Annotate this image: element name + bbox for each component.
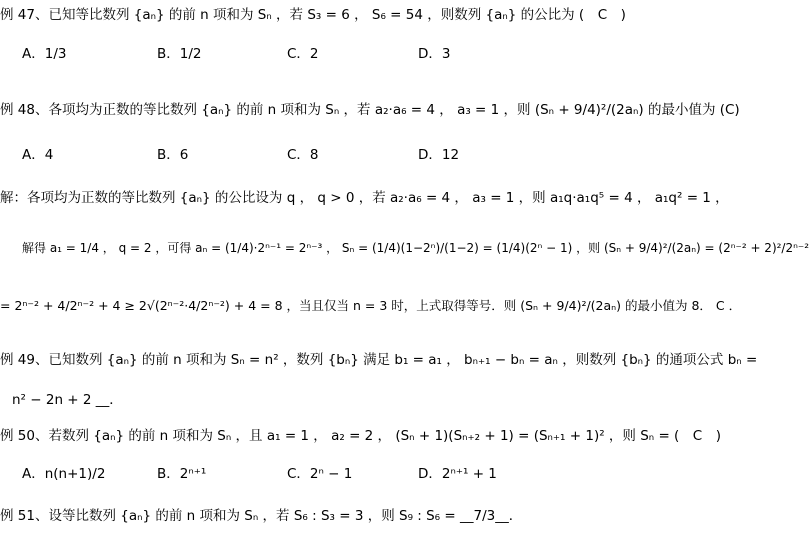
q48-option-b: B．6 — [157, 147, 189, 163]
q47-option-b: B．1/2 — [157, 46, 202, 62]
q47-option-d: D．3 — [418, 46, 451, 62]
solution-line-3: = 2ⁿ⁻² + 4/2ⁿ⁻² + 4 ≥ 2√(2ⁿ⁻²·4/2ⁿ⁻²) + 4 = 8 ，当且仅当 n = 3 时，上式取得等号．则 (Sₙ + 9/4)²/(2aₙ) 的最小值为 8． C ． — [0, 298, 742, 313]
q47-option-c: C．2 — [287, 46, 319, 62]
q48-option-a: A．4 — [22, 147, 54, 163]
solution-line-2: 解得 a₁ = 1/4 ， q = 2 ，可得 aₙ = (1/4)·2ⁿ⁻¹ = 2ⁿ⁻³ ， Sₙ = (1/4)(1−2ⁿ)/(1−2) = (1/4)(2ⁿ − 1) ，则 (Sₙ + 9/4)²/(2aₙ) = (2ⁿ⁻² + 2)²/2ⁿ⁻² — [22, 241, 809, 255]
q51-stem: 例 51、设等比数列 {aₙ} 的前 n 项和为 Sₙ ，若 S₆ : S₃ = 3 ，则 S₉ : S₆ = __7/3__． — [0, 508, 523, 524]
q48-option-c: C．8 — [287, 147, 319, 163]
q50-option-b: B．2ⁿ⁺¹ — [157, 466, 207, 482]
q50-option-d: D．2ⁿ⁺¹ + 1 — [418, 466, 497, 482]
q49-answer: n² − 2n + 2 __． — [12, 392, 123, 408]
q50-stem: 例 50、若数列 {aₙ} 的前 n 项和为 Sₙ ，且 a₁ = 1 ， a₂ = 2 ， (Sₙ + 1)(Sₙ₊₂ + 1) = (Sₙ₊₁ + 1)² ，则 Sₙ = ( C ) — [0, 428, 722, 444]
q47-stem: 例 47、已知等比数列 {aₙ} 的前 n 项和为 Sₙ ，若 S₃ = 6 ， S₆ = 54 ，则数列 {aₙ} 的公比为 ( C ) — [0, 7, 626, 23]
solution-line-1: 解：各项均为正数的等比数列 {aₙ} 的公比设为 q ， q > 0 ，若 a₂·a₆ = 4 ， a₃ = 1 ，则 a₁q·a₁q⁵ = 4 ， a₁q² = 1 ， — [0, 190, 729, 206]
q50-option-c: C．2ⁿ − 1 — [287, 466, 353, 482]
q49-stem: 例 49、已知数列 {aₙ} 的前 n 项和为 Sₙ = n² ，数列 {bₙ} 满足 b₁ = a₁ ， bₙ₊₁ − bₙ = aₙ ，则数列 {bₙ} 的通项公式 bₙ = — [0, 352, 758, 368]
q50-option-a: A．n(n+1)/2 — [22, 466, 106, 482]
q48-option-d: D．12 — [418, 147, 460, 163]
q47-option-a: A．1/3 — [22, 46, 67, 62]
q48-stem: 例 48、各项均为正数的等比数列 {aₙ} 的前 n 项和为 Sₙ ，若 a₂·a₆ = 4 ， a₃ = 1 ，则 (Sₙ + 9/4)²/(2aₙ) 的最小值为 (C) — [0, 102, 740, 118]
